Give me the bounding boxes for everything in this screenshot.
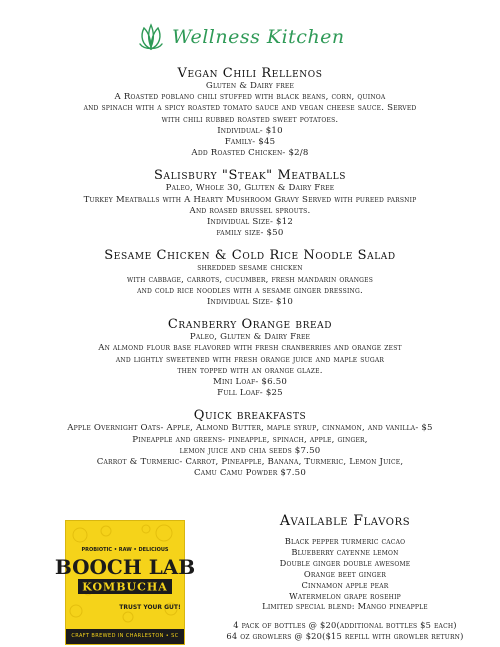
menu-item-title: Salisbury "Steak" Meatballs (154, 168, 346, 184)
menu-item-line: lemon juice and chia seeds $7.50 (179, 445, 321, 456)
flavor-item: Limited special blend: Mango pineapple (262, 601, 428, 612)
menu-item-title: Vegan Chili Rellenos (177, 66, 323, 81)
menu-item-line: Turkey Meatballs with A Hearty Mushroom Gravy Served with pureed parsnip (83, 194, 417, 205)
menu-item-line: Camu Camu Powder $7.50 (194, 468, 306, 479)
menu-item-title: Sesame Chicken & Cold Rice Noodle Salad (104, 248, 396, 264)
menu-item-line: Apple Overnight Oats- Apple, Almond Butter, maple syrup, cinnamon, and vanilla- $5 (67, 423, 433, 434)
menu-item-line: with chili rubbed roasted sweet potatoes. (161, 114, 339, 125)
menu-item (0, 168, 500, 239)
flavors-pricing (200, 620, 490, 642)
menu-item-price: family size- $50 (216, 228, 284, 239)
menu-item-line: with cabbage, carrots, cucumber, fresh mandarin oranges (126, 274, 374, 285)
menu-list (0, 66, 500, 488)
menu-item-line: and spinach with a spicy roasted tomato sauce and vegan cheese sauce. Served (83, 103, 417, 114)
menu-item-line: Gluten & Dairy free (205, 81, 295, 91)
booch-tagline: PROBIOTIC • RAW • DELICIOUS (81, 547, 169, 553)
booch-product: KOMBUCHA (82, 580, 168, 594)
menu-item-line: Paleo, Whole 30, Gluten & Dairy Free (165, 183, 335, 194)
menu-item-line: and lightly sweetened with fresh orange juice and maple sugar (115, 354, 385, 365)
menu-item-price: Individual Size- $10 (206, 297, 294, 308)
menu-item (0, 408, 500, 479)
booch-slogan: TRUST YOUR GUT! (119, 604, 181, 611)
pricing-line: 64 oz growlers @ $20($15 refill with growler return) (226, 631, 464, 642)
flavor-item: Orange beet ginger (303, 568, 387, 579)
menu-item (0, 248, 500, 308)
menu-item-line: Carrot & Turmeric- Carrot, Pineapple, Banana, Turmeric, Lemon Juice, (96, 457, 404, 468)
brand-title: Wellness Kitchen (172, 26, 345, 48)
menu-item-title: Cranberry Orange bread (167, 317, 333, 333)
menu-item-line: And roased brussel sprouts. (189, 205, 311, 216)
menu-item-line: Paleo, Gluten & Dairy Free (189, 332, 311, 343)
bottom-section (0, 512, 500, 647)
menu-item-line: shredded sesame chicken (197, 263, 303, 274)
menu-item-price: Family- $45 (224, 137, 276, 148)
flavors-panel (200, 512, 490, 642)
booch-lab-logo (54, 520, 196, 645)
menu-item-line: then topped with an orange glaze. (177, 365, 323, 376)
menu-item-price: Add Roasted Chicken- $2/8 (191, 148, 309, 159)
booch-lab-artwork (54, 521, 196, 629)
menu-item-price: Mini Loaf- $6.50 (212, 377, 288, 388)
flavors-title: Available Flavors (279, 513, 411, 529)
flavor-item: Blueberry cayenne lemon (291, 546, 399, 557)
flavor-item: Double ginger double awesome (279, 557, 411, 568)
menu-item (0, 317, 500, 399)
menu-item-price: Individual Size- $12 (206, 217, 294, 228)
flavor-item: Black pepper turmeric cacao (284, 536, 406, 546)
flavor-item: Watermelon grape rosehip (289, 590, 401, 601)
menu-item-line: An almond flour base flavored with fresh cranberries and orange zest (98, 343, 402, 354)
menu-item-price: Full Loaf- $25 (217, 388, 283, 399)
booch-brand: BOOCH LAB (54, 555, 196, 579)
menu-item-title: Quick breakfasts (193, 408, 307, 424)
pricing-line: 4 pack of bottles @ $20(additional bottles $5 each) (233, 620, 457, 631)
menu-item-line: Pineapple and greens- pineapple, spinach, apple, ginger, (132, 434, 368, 445)
flavor-item: Cinnamon apple pear (301, 579, 389, 590)
header (0, 20, 500, 56)
booch-footer: CRAFT BREWED IN CHARLESTON • SC (66, 629, 184, 644)
lotus-leaf-icon (136, 22, 166, 52)
menu-item-line: and cold rice noodles with a sesame ginger dressing. (137, 285, 363, 296)
menu-item-line: A Roasted poblano chili stuffed with black beans, corn, quinoa (114, 92, 386, 103)
menu-item-price: Individual- $10 (217, 125, 283, 136)
menu-item (0, 66, 500, 159)
